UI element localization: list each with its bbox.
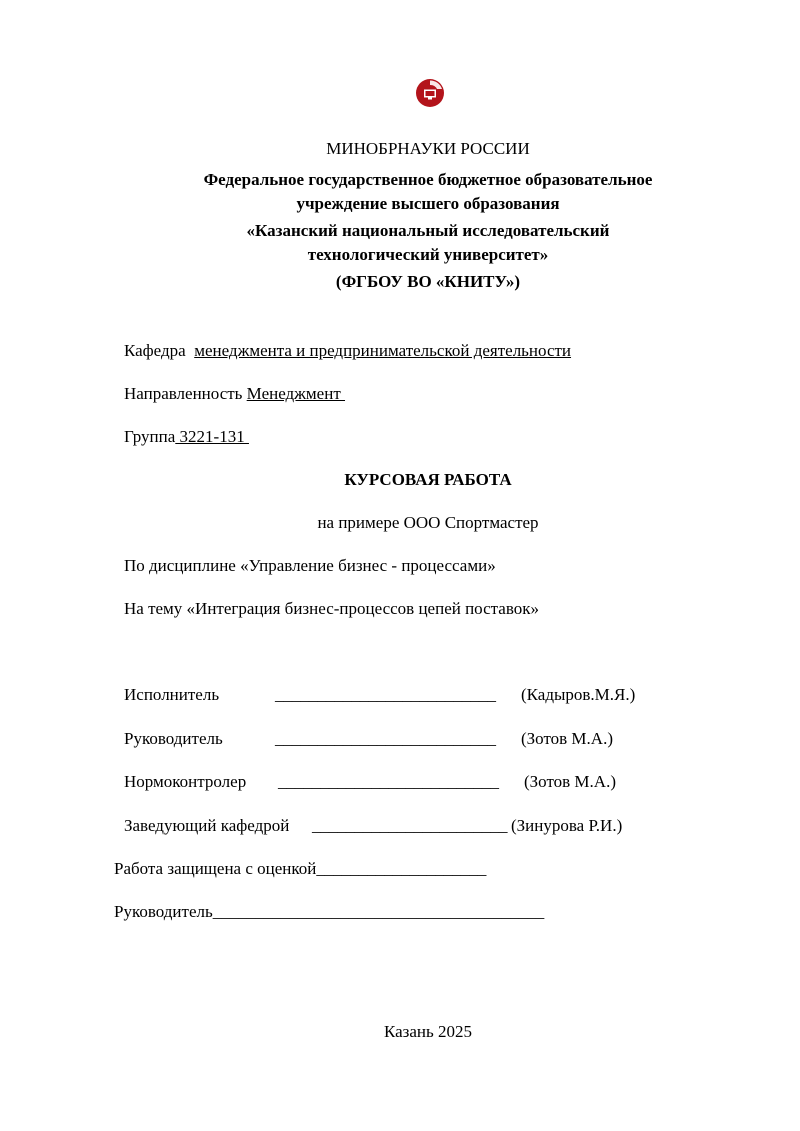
topic-line: На тему «Интеграция бизнес-процессов цепей поставок»: [124, 599, 540, 618]
signature-name-supervisor: (Зотов М.А.): [521, 729, 613, 748]
ministry-title: МИНОБРНАУКИ РОССИИ: [326, 139, 530, 158]
grade-row: [114, 859, 486, 879]
institution-line-1: Федеральное государственное бюджетное образовательное: [203, 170, 653, 189]
university-line-2: технологический университет»: [307, 245, 549, 264]
institution-line-2: учреждение высшего образования: [296, 194, 560, 213]
city-year: Казань 2025: [383, 1022, 473, 1041]
group-value: 3221-131: [175, 427, 249, 446]
grade-label: Работа защищена с оценкой: [114, 859, 317, 878]
work-subtitle: на примере ООО Спортмастер: [317, 513, 539, 532]
supervisor-label: Руководитель: [114, 902, 213, 921]
grade-line: ____________________: [316, 859, 487, 878]
signature-line-normcontrol: __________________________: [278, 772, 499, 791]
direction-value: Менеджмент: [246, 384, 346, 403]
signature-role-executor: Исполнитель: [124, 685, 220, 704]
group-row: [124, 427, 249, 447]
department-label: Кафедра: [124, 341, 195, 360]
signature-line-executor: __________________________: [275, 685, 496, 704]
supervisor-line: _______________________________________: [212, 902, 545, 921]
discipline-line: По дисциплине «Управление бизнес - процессами»: [124, 556, 496, 575]
signature-name-head: (Зинурова Р.И.): [511, 816, 623, 835]
direction-row: [124, 384, 345, 404]
supervisor-row: [114, 902, 544, 922]
direction-label: Направленность: [124, 384, 247, 403]
university-line-1: «Казанский национальный исследовательский: [246, 221, 610, 240]
signature-line-head: _______________________: [312, 816, 508, 835]
group-label: Группа: [124, 427, 176, 446]
university-abbreviation: (ФГБОУ ВО «КНИТУ»): [335, 272, 521, 291]
work-title: КУРСОВАЯ РАБОТА: [344, 470, 512, 489]
signature-role-normcontrol: Нормоконтролер: [124, 772, 247, 791]
signature-name-normcontrol: (Зотов М.А.): [524, 772, 616, 791]
signature-role-head: Заведующий кафедрой: [124, 816, 290, 835]
department-value: менеджмента и предпринимательской деятельности: [194, 341, 572, 360]
signature-line-supervisor: __________________________: [275, 729, 496, 748]
department-row: [124, 341, 571, 361]
university-logo-icon: [415, 78, 445, 108]
signature-role-supervisor: Руководитель: [124, 729, 223, 748]
signature-name-executor: (Кадыров.М.Я.): [521, 685, 636, 704]
